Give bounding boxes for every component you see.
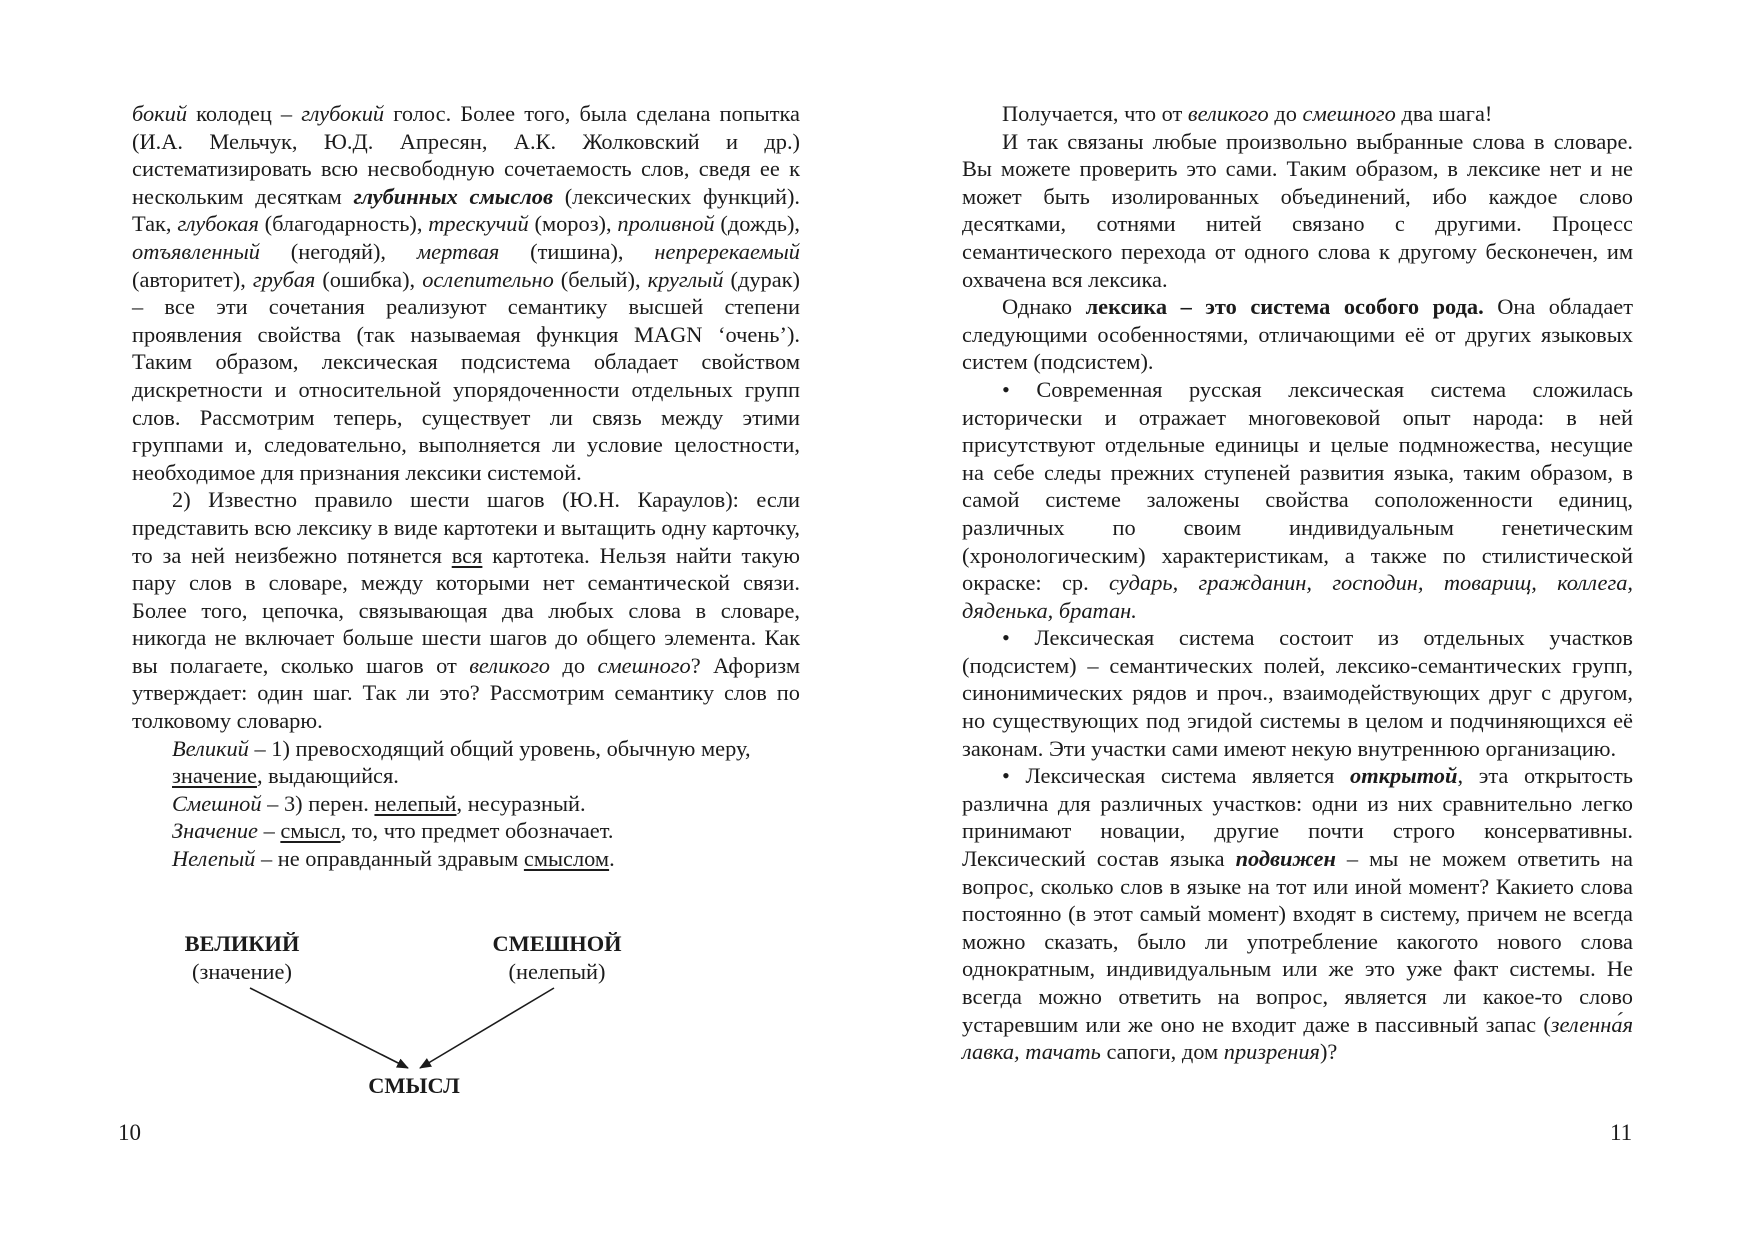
text-run: лексика – это система особого рода. [1085,294,1484,320]
text-run: – не оправданный здравым [255,846,524,872]
page-number-right: 11 [1610,1120,1633,1145]
right-paragraph-4 [962,376,1633,624]
text-run: грубая [252,266,316,292]
text-run: картотека. Нельзя найти такую пару слов в словаре, между которыми нет семантической связи. Более того, цепочка, связывающая два любых слова в словаре, никогда не включает больше шести шагов до общего элемента. Как вы полагаете, сколько шагов от [132,542,800,678]
text-run: ? Афоризм утверждает: один шаг. Так ли это? Рассмотрим семантику слов по толковому словарю. [132,652,800,734]
text-run: Она обладает следующими особенностями, отличающими её от других языковых систем (подсистем). [962,294,1633,375]
text-run: • Современная русская лексическая система сложилась исторически и отражает многовековой опыт народа: в ней присутствуют отдельные единицы и целые подмножества, несущие на себе следы прежних ступеней развития языка, таким образом, в самой системе заложены свойства соположенности единиц, различных по своим индивидуальным генетическим (хронологическим) характеристикам, а также по стилистической окраске: ср. [962,376,1633,596]
text-run: проливной [617,211,715,237]
text-run: голос. Более того, была сделана попытка (И.А. Мельчук, Ю.Д. Апресян, А.К. Жолковский и др.) систематизировать всю несвободную сочетаемость слов, сведя ее к нескольким десяткам [132,101,800,209]
text-run: – [257,818,281,844]
right-paragraph-1 [962,100,1633,128]
text-run: (благодарность), [258,211,429,237]
node-velikiy-title: ВЕЛИКИЙ [184,931,300,956]
text-run: (лексических функций). Так, [132,183,800,237]
text-run: • Лексическая система состоит из отдельных участков (подсистем) – семантических полей, лексико-семантических групп, синонимических рядов и проч., взаимодействующих друг с другом, но существующих под эгидой системы в целом и подчиняющихся её законам. Эти участки сами имеют некую внутреннюю организацию. [962,625,1633,761]
text-run: круглый [647,266,724,292]
text-run: Получается, что от [1002,101,1188,126]
arrow-left [250,988,408,1068]
text-run: великого [1187,101,1269,126]
text-run: Однако [1002,294,1086,320]
text-run: смыслом [523,846,610,872]
text-run: (белый), [553,266,648,292]
text-run: смешного [1302,101,1396,126]
text-run: Смешной [172,790,262,816]
text-run: до [550,652,598,678]
definition-nelepyy [132,845,800,873]
text-run: колодец – [187,101,302,126]
text-run: (негодяй), [259,238,417,264]
text-run: , несуразный. [456,790,586,816]
text-run: два шага! [1395,101,1493,126]
text-run: И так связаны любые произвольно выбранные слова в словаре. Вы можете проверить это сами. Таким образом, в лексике нет и не может быть изолированных объединений, ибо каждое слово десятками, сотнями нитей связано с другими. Процесс семантического перехода от одного слова к другому бесконечен, им охвачена вся лексика. [962,128,1633,292]
text-run: нелепый [374,790,457,816]
text-run: значение [172,763,257,789]
diagram-node-smeshnoy [472,930,642,986]
text-run: трескучий [428,211,529,237]
text-run: (авторитет), [132,266,253,292]
definition-znachenie [132,817,800,845]
left-paragraph-1 [132,100,800,486]
text-run: (дождь), [714,211,801,237]
left-page [132,100,800,873]
text-run: бокий [132,101,188,126]
right-paragraph-2 [962,128,1633,294]
text-run: (тишина), [499,238,655,264]
text-run: ослепительно [422,266,554,292]
text-run: великого [469,652,551,678]
text-run: – 1) превосходящий общий уровень, обычную меру, [248,735,751,761]
text-run: открытой [1350,763,1458,789]
right-page [962,100,1633,1066]
definition-smeshnoy [132,790,800,818]
semantic-diagram [132,922,800,1102]
text-run: • Лексическая система является [1002,763,1350,789]
arrow-right [420,988,554,1068]
text-run: сударь, гражданин, господин, товарищ, коллега, дяденька, братан. [962,570,1633,623]
text-run: 2) Известно правило шести шагов (Ю.Н. Караулов): если представить всю лексику в виде картотеки и вытащить одну карточку, то за ней неизбежно потянется [132,487,800,568]
text-run: глубинных смыслов [353,183,553,209]
left-paragraph-2 [132,486,800,734]
text-run: мертвая [416,238,500,264]
text-run: глубокая [177,211,259,237]
text-run: призрения [1223,1039,1320,1065]
definition-velikiy [132,735,800,790]
text-run: (мороз), [528,211,618,237]
node-smeshnoy-title: СМЕШНОЙ [492,931,622,956]
right-paragraph-3 [962,293,1633,376]
right-paragraph-5 [962,624,1633,762]
text-run: (ошибка), [315,266,423,292]
text-run: )? [1319,1039,1338,1065]
node-velikiy-sub: (значение) [192,959,292,984]
page-number-left: 10 [118,1120,141,1145]
text-run: глубокий [301,101,385,126]
text-run: – 3) перен. [261,790,375,816]
text-run: подвижен [1235,846,1336,872]
text-run: до [1268,101,1303,126]
text-run: – мы не можем ответить на вопрос, сколько слов в языке на тот или иной момент? Какието слова постоянно (в этот самый момент) входят в систему, причем не всегда можно сказать, было ли употребление какогото нового слова однократным, индивидуальным или же это уже факт системы. Не всегда можно ответить на вопрос, является ли какое-то слово устаревшим или же оно не входит даже в пассивный запас ( [962,846,1633,1037]
text-run: , эта открытость различна для различных участков: одни из них сравнительно легко принимают новации, другие почти строго консервативны. Лексический состав языка [962,763,1633,872]
text-run: Великий [172,735,249,761]
text-run: смешного [597,652,691,678]
text-run: отъявленный [132,238,260,264]
right-paragraph-6 [962,762,1633,1066]
text-run: . [609,846,615,872]
diagram-node-velikiy [162,930,322,986]
node-smysl-title: СМЫСЛ [368,1073,460,1098]
text-run: Значение [172,818,258,844]
node-smeshnoy-sub: (нелепый) [508,959,606,984]
text-run: непререкаемый [654,238,800,264]
text-run: , то, что предмет обозначает. [340,818,614,844]
text-run: , выдающийся. [256,763,399,789]
text-run: (дурак) – все эти сочетания реализуют семантику высшей степени проявления свойства (так называемая функция MAGN ‘очень’). Таким образом, лексическая подсистема обладает свойством дискретности и относительной упорядоченности отдельных групп слов. Рассмотрим теперь, существует ли связь между этими группами и, следовательно, выполняется ли условие целостности, необходимое для признания лексики системой. [132,266,801,485]
text-run: Нелепый [172,846,256,872]
diagram-node-smysl [344,1072,484,1100]
text-run: смысл [280,818,341,844]
text-run: вся [451,542,483,568]
text-run: зеленна́я лавка, тачать [962,1011,1633,1065]
text-run: сапоги, дом [1100,1039,1224,1065]
